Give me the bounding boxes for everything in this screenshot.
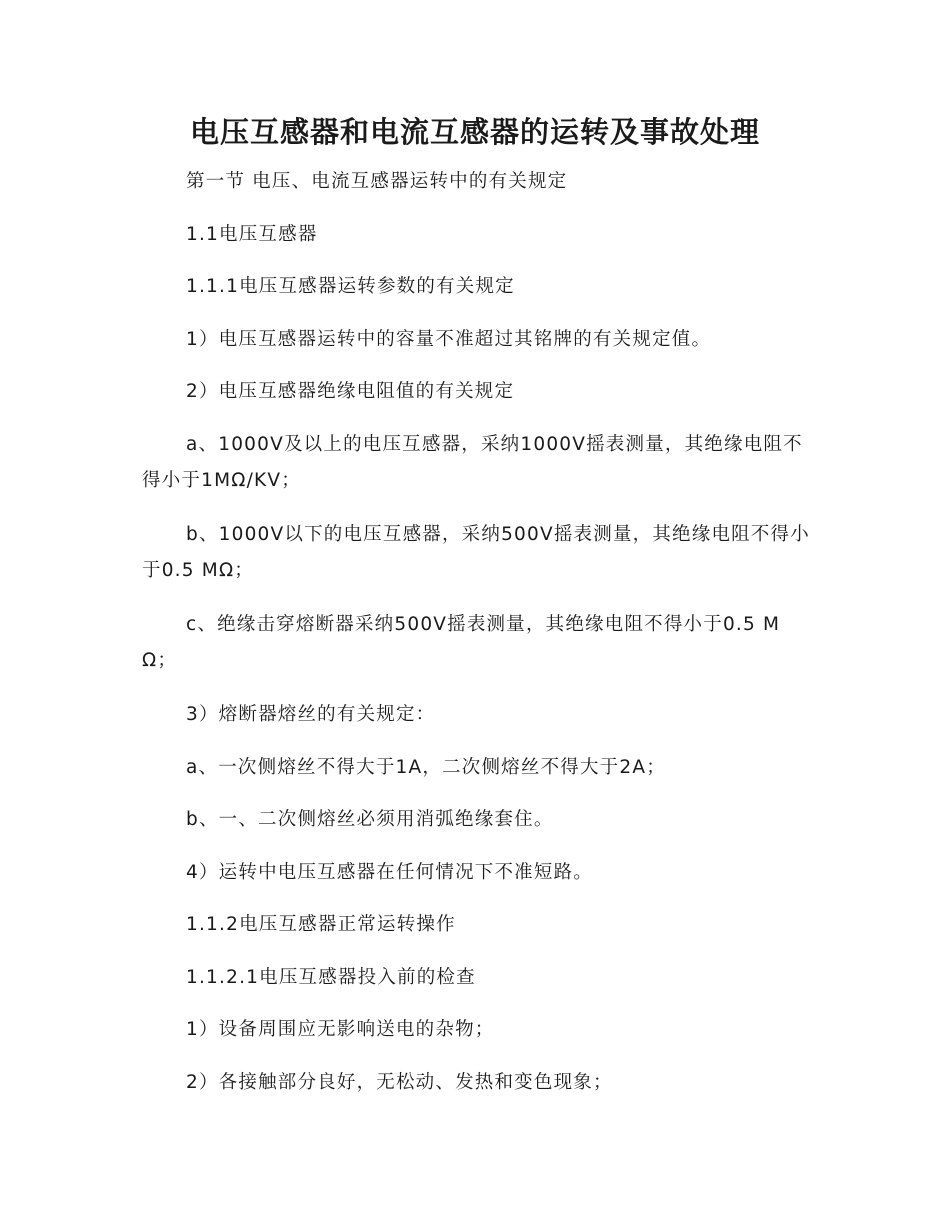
paragraph: 1）设备周围应无影响送电的杂物； — [186, 1019, 495, 1040]
paragraph: c、绝缘击穿熔断器采纳500V摇表测量，其绝缘电阻不得小于0.5 MΩ； — [142, 614, 781, 671]
subsection-heading: 1.1.1电压互感器运转参数的有关规定 — [186, 276, 515, 297]
document-title: 电压互感器和电流互感器的运转及事故处理 — [189, 115, 760, 149]
subsection-heading: 1.1.2.1电压互感器投入前的检查 — [186, 967, 476, 988]
paragraph: b、一、二次侧熔丝必须用消弧绝缘套住。 — [186, 809, 554, 830]
subsection-heading: 1.1电压互感器 — [186, 224, 318, 245]
paragraph: a、一次侧熔丝不得大于1A，二次侧熔丝不得大于2A； — [186, 757, 666, 778]
paragraph: 2）电压互感器绝缘电阻值的有关规定 — [186, 381, 515, 402]
section-heading: 第一节 电压、电流互感器运转中的有关规定 — [186, 171, 568, 192]
paragraph: 2）各接触部分良好，无松动、发热和变色现象； — [186, 1072, 613, 1093]
paragraph: a、1000V及以上的电压互感器，采纳1000V摇表测量，其绝缘电阻不得小于1MΩ/KV； — [142, 434, 803, 491]
paragraph: 3）熔断器熔丝的有关规定： — [186, 704, 436, 725]
paragraph: 1）电压互感器运转中的容量不准超过其铭牌的有关规定值。 — [186, 329, 712, 350]
subsection-heading: 1.1.2电压互感器正常运转操作 — [186, 914, 456, 935]
paragraph: b、1000V以下的电压互感器，采纳500V摇表测量，其绝缘电阻不得小于0.5 MΩ； — [142, 524, 810, 581]
paragraph: 4）运转中电压互感器在任何情况下不准短路。 — [186, 862, 593, 883]
